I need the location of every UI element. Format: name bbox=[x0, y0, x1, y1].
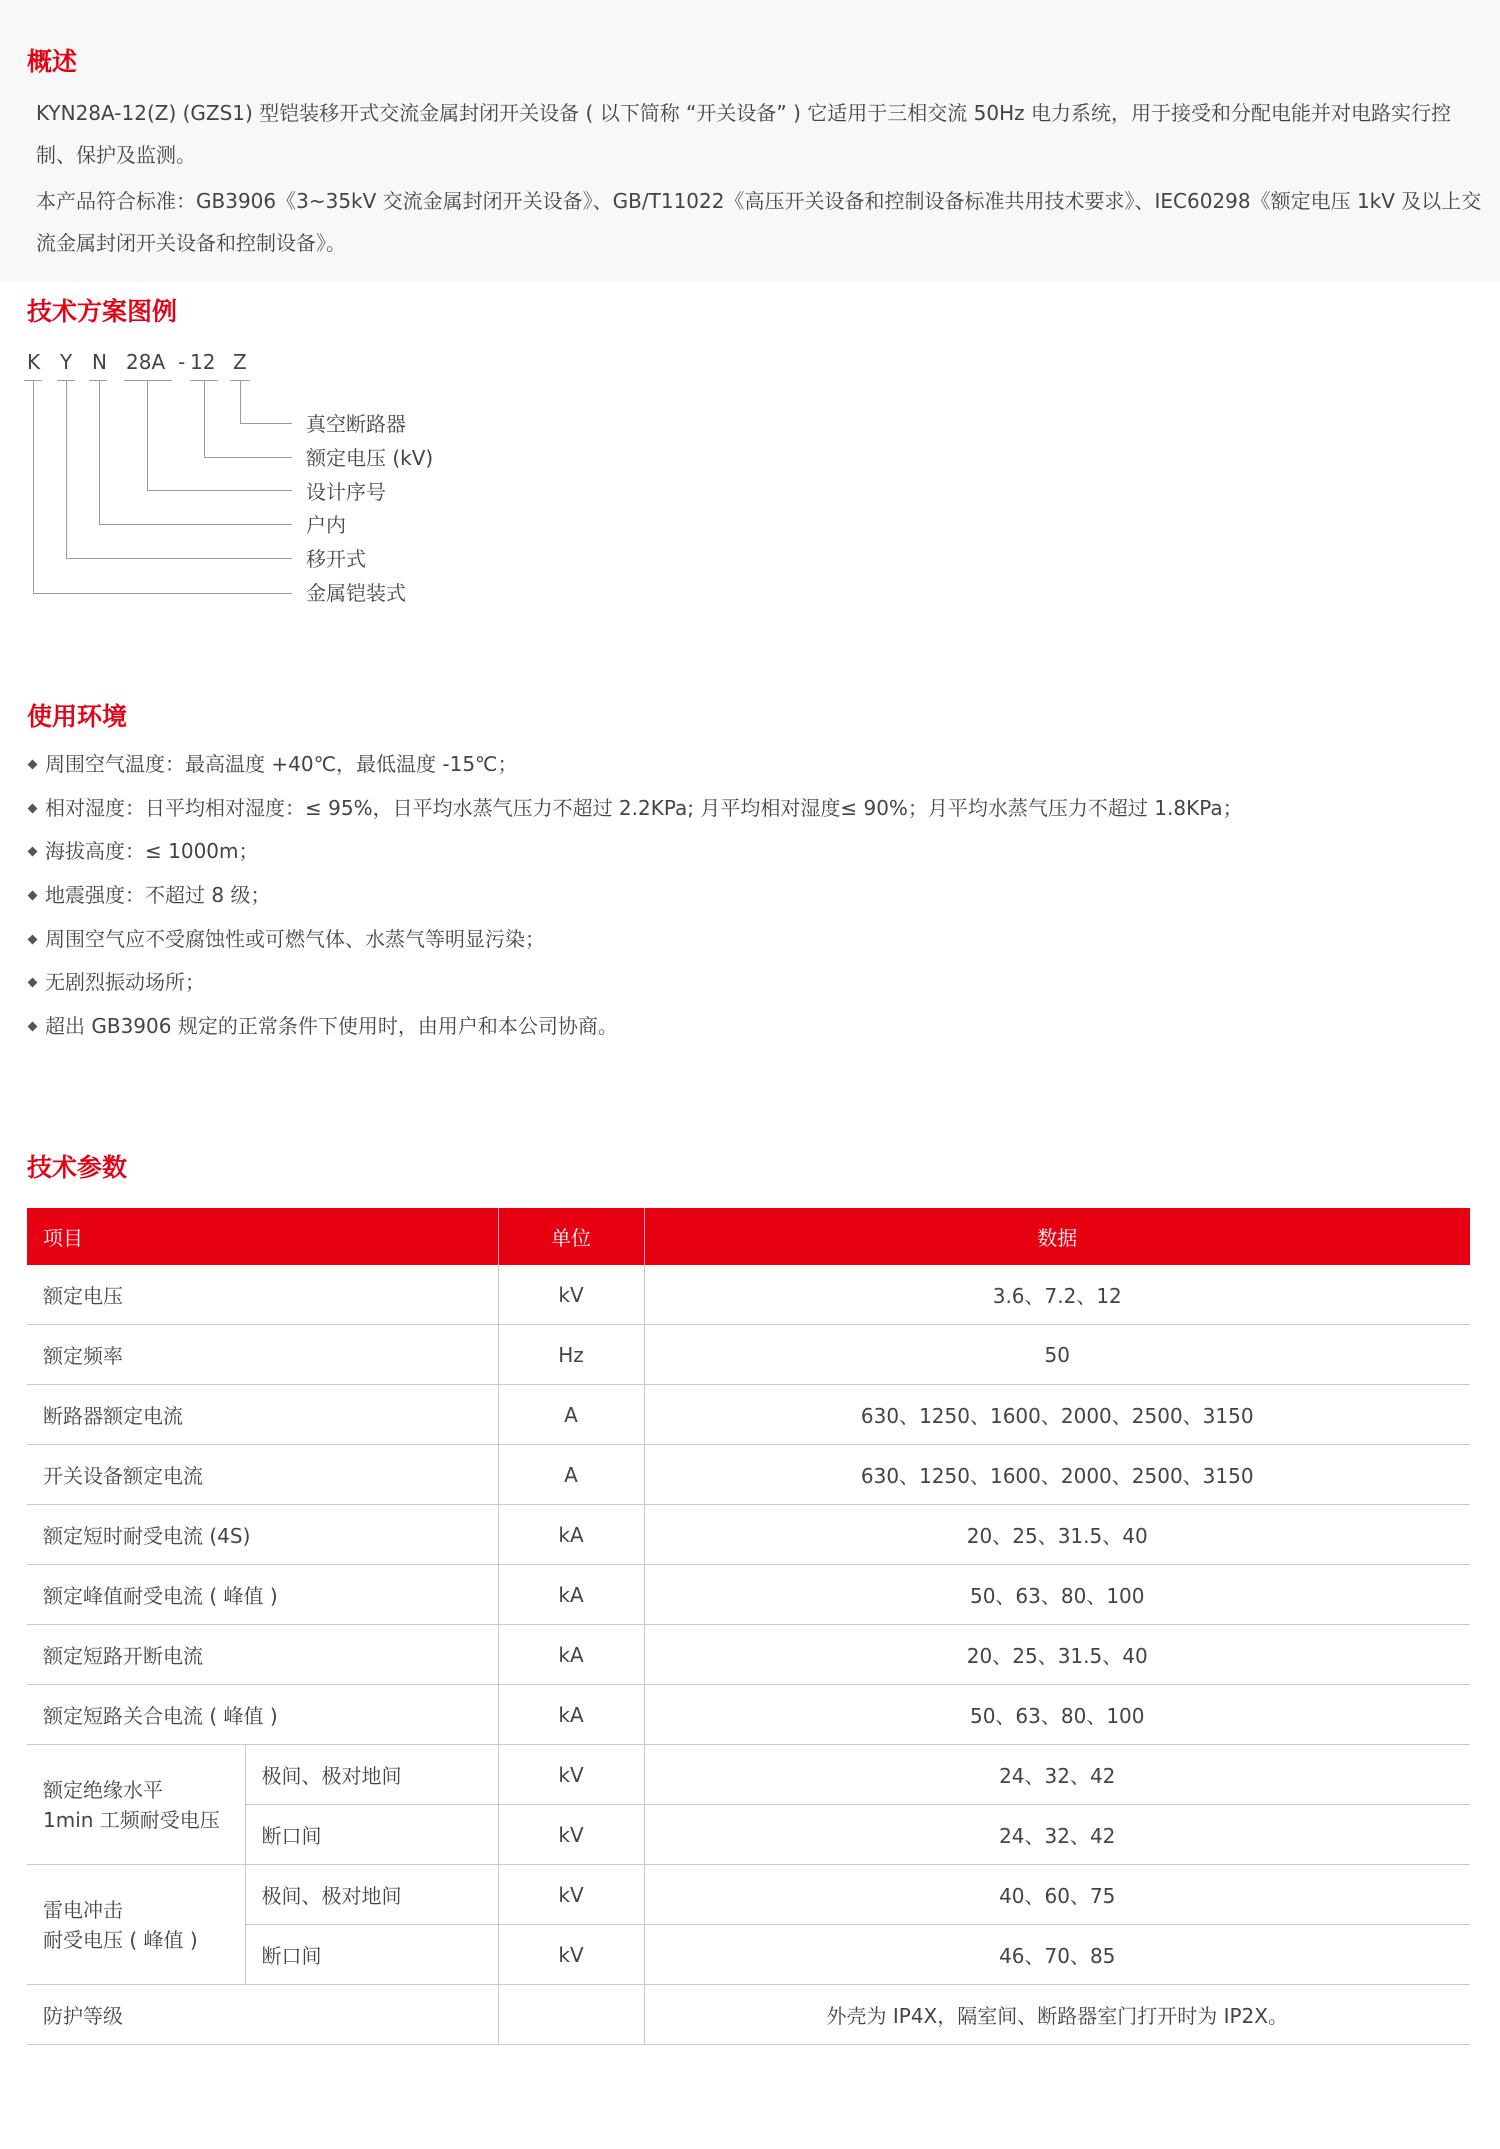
environment-list bbox=[27, 748, 1243, 1054]
list-item-text: 周围空气温度：最高温度 +40℃，最低温度 -15℃； bbox=[45, 752, 518, 776]
bullet-diamond-icon bbox=[28, 978, 38, 988]
list-item-text: 无剧烈振动场所； bbox=[45, 970, 205, 995]
code-dash: - bbox=[178, 350, 186, 374]
connector-horizontal bbox=[240, 423, 292, 424]
cell-subitem: 断口间 bbox=[245, 1805, 498, 1865]
connector-vertical bbox=[99, 380, 100, 524]
cell-unit: Hz bbox=[498, 1325, 644, 1385]
connector-vertical bbox=[240, 380, 241, 423]
table-row bbox=[27, 1325, 1470, 1385]
table-row bbox=[27, 1265, 1470, 1325]
label-rated-voltage: 额定电压 (kV) bbox=[306, 446, 434, 470]
diagram-title: 技术方案图例 bbox=[27, 297, 178, 326]
cell-unit: kA bbox=[498, 1625, 644, 1685]
cell-unit: kV bbox=[498, 1265, 644, 1325]
cell-unit: kV bbox=[498, 1805, 644, 1865]
bullet-diamond-icon bbox=[28, 1022, 38, 1032]
cell-item: 额定短时耐受电流 (4S) bbox=[27, 1505, 498, 1565]
bullet-diamond-icon bbox=[28, 760, 38, 770]
code-underline bbox=[124, 380, 172, 381]
connector-horizontal bbox=[66, 558, 292, 559]
group-line-1: 额定绝缘水平 bbox=[43, 1777, 163, 1802]
label-metal-clad: 金属铠装式 bbox=[306, 581, 406, 605]
connector-vertical bbox=[147, 380, 148, 490]
cell-item: 额定峰值耐受电流 ( 峰值 ) bbox=[27, 1565, 498, 1625]
table-row bbox=[27, 1505, 1470, 1565]
label-withdrawable: 移开式 bbox=[306, 547, 366, 571]
table-row bbox=[27, 1565, 1470, 1625]
cell-data: 3.6、7.2、12 bbox=[644, 1265, 1470, 1325]
cell-unit: kA bbox=[498, 1565, 644, 1625]
cell-data: 20、25、31.5、40 bbox=[644, 1625, 1470, 1685]
cell-subitem: 极间、极对地间 bbox=[245, 1865, 498, 1925]
cell-unit: kV bbox=[498, 1865, 644, 1925]
cell-data: 50、63、80、100 bbox=[644, 1565, 1470, 1625]
table-row bbox=[27, 1625, 1470, 1685]
overview-paragraph-2: 本产品符合标准：GB3906《3~35kV 交流金属封闭开关设备》、GB/T11022《高压开关设备和控制设备标准共用技术要求》、IEC60298《额定电压 1kV 及以上交流金属封闭开关设备和控制设备》。 bbox=[36, 189, 1482, 255]
code-underline bbox=[89, 380, 107, 381]
table-row bbox=[27, 1745, 1470, 1805]
cell-unit: kA bbox=[498, 1505, 644, 1565]
cell-item: 开关设备额定电流 bbox=[27, 1445, 498, 1505]
table-row bbox=[27, 1445, 1470, 1505]
cell-data: 40、60、75 bbox=[644, 1865, 1470, 1925]
code-design-number: 28A bbox=[126, 350, 166, 374]
group-line-2: 耐受电压 ( 峰值 ) bbox=[43, 1927, 198, 1952]
cell-data: 24、32、42 bbox=[644, 1745, 1470, 1805]
list-item bbox=[27, 879, 1243, 923]
cell-item: 额定短路开断电流 bbox=[27, 1625, 498, 1685]
list-item bbox=[27, 1010, 1243, 1054]
header-unit: 单位 bbox=[498, 1208, 644, 1265]
label-indoor: 户内 bbox=[306, 513, 346, 537]
label-vacuum-breaker: 真空断路器 bbox=[306, 412, 406, 436]
cell-data: 46、70、85 bbox=[644, 1925, 1470, 1985]
cell-item: 额定短路关合电流 ( 峰值 ) bbox=[27, 1685, 498, 1745]
table-row bbox=[27, 1865, 1470, 1925]
list-item bbox=[27, 748, 1243, 792]
connector-vertical bbox=[33, 380, 34, 593]
cell-unit: kV bbox=[498, 1745, 644, 1805]
list-item-text: 地震强度：不超过 8 级； bbox=[45, 883, 271, 908]
code-letter-k: K bbox=[27, 350, 41, 374]
table-row bbox=[27, 1985, 1470, 2045]
connector-horizontal bbox=[204, 457, 292, 458]
list-item-text: 海拔高度：≤ 1000m； bbox=[45, 839, 259, 864]
bullet-diamond-icon bbox=[28, 934, 38, 944]
table-row bbox=[27, 1685, 1470, 1745]
cell-item: 额定频率 bbox=[27, 1325, 498, 1385]
bullet-diamond-icon bbox=[28, 803, 38, 813]
code-letter-n: N bbox=[92, 350, 107, 374]
spec-table bbox=[27, 1208, 1470, 2045]
overview-paragraph-1: KYN28A-12(Z) (GZS1) 型铠装移开式交流金属封闭开关设备 ( 以下简称 “开关设备” ) 它适用于三相交流 50Hz 电力系统，用于接受和分配电能并对电路实行控制、保护及监测。 bbox=[36, 101, 1451, 167]
list-item-text: 周围空气应不受腐蚀性或可燃气体、水蒸气等明显污染； bbox=[45, 926, 545, 951]
list-item-text: 相对湿度：日平均相对湿度：≤ 95%，日平均水蒸气压力不超过 2.2KPa; 月平均相对湿度≤ 90%；月平均水蒸气压力不超过 1.8KPa； bbox=[45, 795, 1243, 820]
cell-unit: A bbox=[498, 1445, 644, 1505]
header-item: 项目 bbox=[27, 1208, 498, 1265]
connector-vertical bbox=[66, 380, 67, 558]
list-item bbox=[27, 966, 1243, 1010]
cell-data: 外壳为 IP4X，隔室间、断路器室门打开时为 IP2X。 bbox=[644, 1985, 1470, 2045]
code-letter-z: Z bbox=[233, 350, 247, 374]
cell-group-lightning bbox=[27, 1865, 245, 1985]
cell-unit: A bbox=[498, 1385, 644, 1445]
connector-horizontal bbox=[33, 593, 292, 594]
cell-data: 24、32、42 bbox=[644, 1805, 1470, 1865]
list-item bbox=[27, 835, 1243, 879]
code-voltage: 12 bbox=[190, 350, 216, 374]
table-row bbox=[27, 1385, 1470, 1445]
connector-horizontal bbox=[147, 490, 292, 491]
cell-data: 50、63、80、100 bbox=[644, 1685, 1470, 1745]
cell-data: 50 bbox=[644, 1325, 1470, 1385]
group-line-2: 1min 工频耐受电压 bbox=[43, 1807, 220, 1832]
cell-group-insulation bbox=[27, 1745, 245, 1865]
overview-title: 概述 bbox=[27, 47, 78, 76]
cell-unit bbox=[498, 1985, 644, 2045]
list-item bbox=[27, 923, 1243, 967]
connector-horizontal bbox=[99, 524, 292, 525]
cell-item: 额定电压 bbox=[27, 1265, 498, 1325]
header-data: 数据 bbox=[644, 1208, 1470, 1265]
list-item bbox=[27, 792, 1243, 836]
bullet-diamond-icon bbox=[28, 847, 38, 857]
group-line-1: 雷电冲击 bbox=[43, 1897, 123, 1922]
code-letter-y: Y bbox=[60, 350, 73, 374]
cell-unit: kV bbox=[498, 1925, 644, 1985]
label-design-number: 设计序号 bbox=[306, 480, 386, 504]
environment-title: 使用环境 bbox=[27, 702, 128, 731]
cell-subitem: 断口间 bbox=[245, 1925, 498, 1985]
cell-data: 630、1250、1600、2000、2500、3150 bbox=[644, 1385, 1470, 1445]
cell-item: 断路器额定电流 bbox=[27, 1385, 498, 1445]
params-title: 技术参数 bbox=[27, 1153, 128, 1182]
bullet-diamond-icon bbox=[28, 891, 38, 901]
list-item-text: 超出 GB3906 规定的正常条件下使用时，由用户和本公司协商。 bbox=[45, 1014, 618, 1039]
cell-data: 630、1250、1600、2000、2500、3150 bbox=[644, 1445, 1470, 1505]
cell-unit: kA bbox=[498, 1685, 644, 1745]
cell-data: 20、25、31.5、40 bbox=[644, 1505, 1470, 1565]
connector-vertical bbox=[204, 380, 205, 457]
table-header-row bbox=[27, 1208, 1470, 1265]
cell-item: 防护等级 bbox=[27, 1985, 498, 2045]
cell-subitem: 极间、极对地间 bbox=[245, 1745, 498, 1805]
